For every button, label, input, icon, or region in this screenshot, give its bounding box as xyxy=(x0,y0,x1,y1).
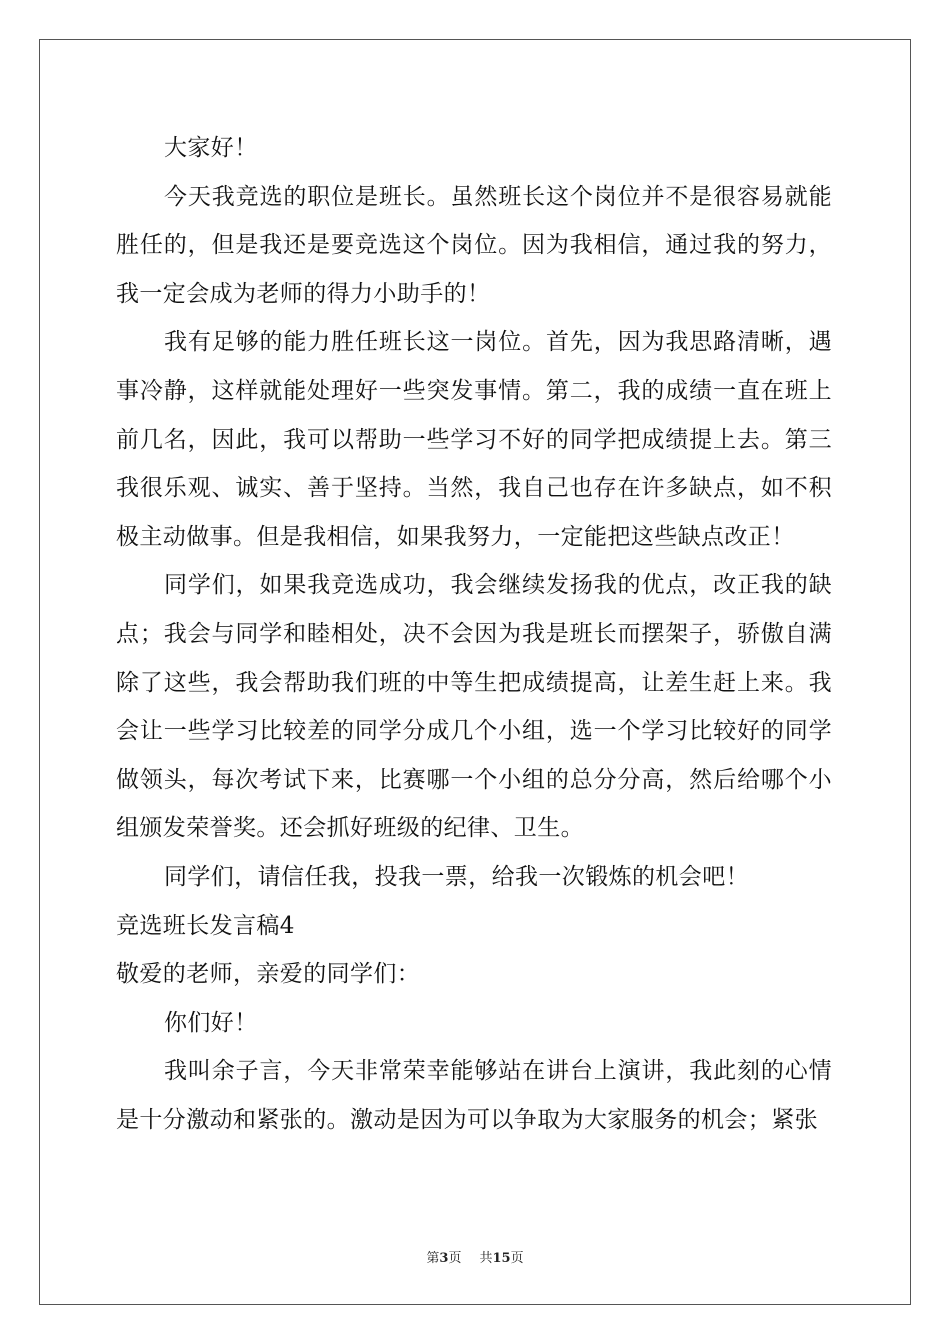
body-paragraph: 我有足够的能力胜任班长这一岗位。首先，因为我思路清晰，遇事冷静，这样就能处理好一些突发事情。第二，我的成绩一直在班上前几名，因此，我可以帮助一些学习不好的同学把成绩提上去。第三我很乐观、诚实、善于坚持。当然，我自己也存在许多缺点，如不积极主动做事。但是我相信，如果我努力，一定能把这些缺点改正！ xyxy=(116,329,832,550)
salutation-line: 敬爱的老师，亲爱的同学们： xyxy=(116,961,421,988)
page-footer xyxy=(0,1247,950,1266)
page-number: 第3页 xyxy=(426,1251,462,1266)
body-paragraph: 同学们，请信任我，投我一票，给我一次锻炼的机会吧！ xyxy=(164,863,749,890)
greeting-paragraph: 大家好！ xyxy=(164,135,258,161)
document-body xyxy=(116,124,832,1144)
greeting-paragraph: 你们好！ xyxy=(164,1009,258,1036)
body-paragraph: 今天我竞选的职位是班长。虽然班长这个岗位并不是很容易就能胜任的，但是我还是要竞选这个岗位。因为我相信，通过我的努力，我一定会成为老师的得力小助手的！ xyxy=(116,183,832,307)
body-paragraph: 我叫余子言，今天非常荣幸能够站在讲台上演讲，我此刻的心情是十分激动和紧张的。激动是因为可以争取为大家服务的机会；紧张 xyxy=(116,1058,832,1133)
section-heading: 竞选班长发言稿4 xyxy=(116,912,295,939)
page-total: 共15页 xyxy=(479,1251,524,1266)
body-paragraph: 同学们，如果我竞选成功，我会继续发扬我的优点，改正我的缺点；我会与同学和睦相处，决不会因为我是班长而摆架子，骄傲自满除了这些，我会帮助我们班的中等生把成绩提高，让差生赶上来。我会让一些学习比较差的同学分成几个小组，选一个学习比较好的同学做领头，每次考试下来，比赛哪一个小组的总分分高，然后给哪个小组颁发荣誉奖。还会抓好班级的纪律、卫生。 xyxy=(116,572,832,842)
